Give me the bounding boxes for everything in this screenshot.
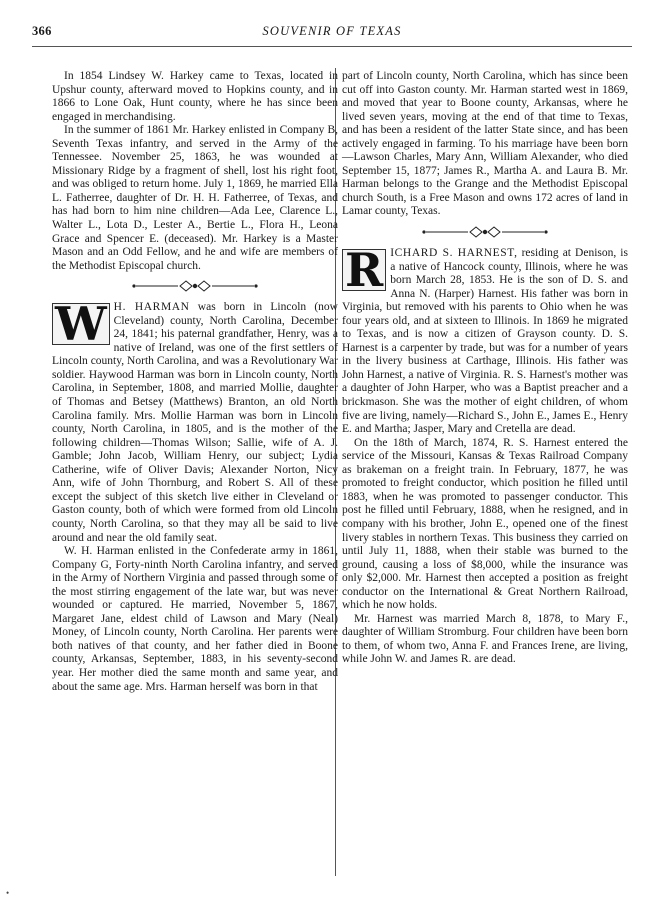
harnest-drop-cap: R [342,249,386,291]
page-number: 366 [32,24,52,38]
harman-lead-name: H. HARMAN [113,301,190,314]
section-ornament [420,226,550,238]
section-ornament [130,280,260,292]
harnest-paragraph-3: Mr. Harnest was married March 8, 1878, to Mary F., daughter of William Stromburg. Four children have been born to them, of whom two, Anna F. and Frances Irene, are living, while John W. and James R. are dead. [342,612,628,666]
harman-paragraph-2: W. H. Harman enlisted in the Confederate army in 1861, Company G, Forty-ninth North Carolina infantry, and served in the Army of Northern Virginia and passed through some of the most stirring engagement of the late war, but was never wounded or captured. He married, November 5, 1867, Margaret Jane, eldest child of Lawson and Mary (Neal) Money, of Lincoln county, North Carolina. Her parents were both natives of that county, and her father died in Boone county, Arkansas, September, 1883, in his seventy-second year. Her mother died the same month and same year, and about the same age. Mrs. Harman herself was born in that [52,545,338,693]
margin-mark: • [6,888,10,898]
harkey-paragraph-2: In the summer of 1861 Mr. Harkey enlisted in Company B, Seventh Texas infantry, and served in the Army of the Tennessee. November 25, 1863, he was wounded at Missionary Ridge by a fragment of shell, lost his right foot, and was obliged to return home. July 1, 1869, he married Ella L. Fatherree, daughter of Dr. H. H. Fatherree, of Texas, and has had born to him nine children—Ada Lee, Clarence L., Walter L., Lota D., Lester A., Bertie L., Flora H., Leona Grace and Spencer E. (deceased). Mr. Harkey is a Master Mason and an Odd Fellow, and he and wife are members of the Methodist Episcopal church. [52,124,338,272]
harnest-biography [342,243,628,437]
harman-biography [52,297,338,545]
harnest-paragraph-2: On the 18th of March, 1874, R. S. Harnest entered the service of the Missouri, Kansas & Texas Railroad Company as brakeman on a freight train. In February, 1877, he was promoted to freight conductor, which position he filled until 1883, when he was promoted to passenger conductor. This post he filled until February, 1888, when he resigned, and in company with his brother, John E., opened one of the finest livery stables in northern Texas. This business they carried on until July 11, 1888, when their stable was burned to the ground, causing a loss of $8,000, while the insurance was only $2,000. Mr. Harnest then accepted a position as freight conductor on the International & Great Northern Railroad, which he now holds. [342,436,628,612]
harman-paragraph-1-text: was born in Lincoln (now Cleveland) county, North Carolina, December 24, 1841; his paternal grandfather, Henry, was a native of Ireland, was one of the first settlers of Lincoln county, North Carolina, and was a Revolutionary War soldier. Haywood Harman was born in Lincoln county, North Carolina, in September, 1808, and married Mollie, daughter of Thomas and Betsey (Matthews) Branton, an old North Carolina family. Mrs. Mollie Harman was born in Lincoln county, North Carolina, in 1805, and is the mother of the following children—Thomas Wilson; Sallie, wife of A. J. Gamble; John Jacob, William Henry, our subject; Lydia Catherine, wife of Oliver Davis; Alexander Norton, Nicy Ann, wife of John Thornburg, and Robert S. All of these except the subject of this sketch live either in Cleveland or Gaston county, both of which were formed from old Lincoln county, North Carolina, so that they may all be said to live around and near the old family seat. [52,301,338,544]
right-column [342,70,628,667]
running-title: SOUVENIR OF TEXAS [262,24,402,38]
harnest-lead-name: ICHARD S. HARNEST, [390,247,518,260]
left-column [52,70,338,694]
harnest-paragraph-1-text: residing at Denison, is a native of Hancock county, Illinois, where he was born March 28, 1853. He is the son of D. S. and Anna N. (Harper) Harnest. His father was born in Virginia, but removed with his parents to Ohio when he was four years old, and at sixteen to Illinois. In 1869 he migrated to Texas, and is now a citizen of Grayson county. D. S. Harnest is a carpenter by trade, but was for a number of years in the livery business at Carthage, Illinois. His father was John Harnest, a native of Virginia. R. S. Harnest's mother was a daughter of John Harper, who was a Baptist preacher and a brickmason. She was the mother of eight children, of whom five are living, namely—Richard S., John E., James E., Henry E. and Martha; Jasper, Mary and Cretella are dead. [342,247,628,436]
page-header [32,24,632,47]
harman-continuation: part of Lincoln county, North Carolina, which has since been cut off into Gaston county. Mr. Harman started west in 1869, and moved that year to Boone county, Arkansas, where he lived seven years, moving at the end of that time to Texas, and has been a resident of the latter State since, and has been actively engaged in farming. To his marriage have been born—Lawson Charles, Mary Ann, William Alexander, who died September 15, 1877; James R., Martha A. and Laura B. Mr. Harman belongs to the Grange and the Methodist Episcopal church South, is a Free Mason and owns 172 acres of land in Lamar county, Texas. [342,70,628,218]
harkey-paragraph-1: In 1854 Lindsey W. Harkey came to Texas, located in Upshur county, afterward moved to Hopkins county, and in 1866 to Lone Oak, Hunt county, where he has since been engaged in merchandising. [52,70,338,123]
harman-drop-cap: W [52,303,110,345]
